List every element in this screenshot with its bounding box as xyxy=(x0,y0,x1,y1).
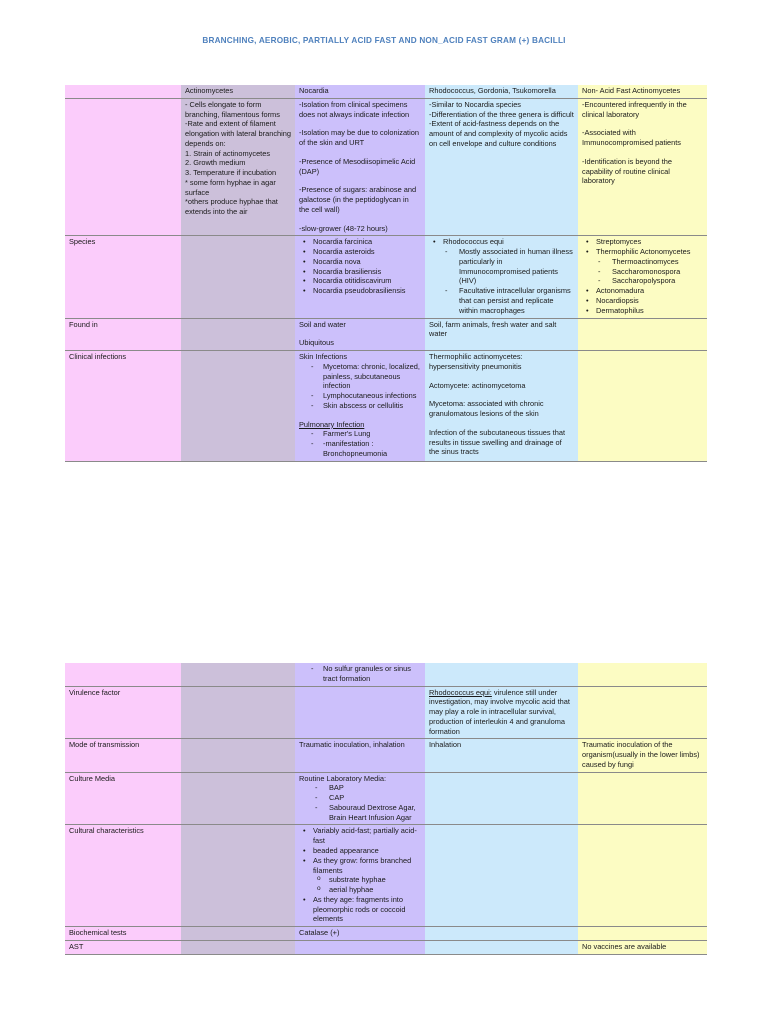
actino-line-6: * some form hyphae in agar surface xyxy=(185,177,276,197)
cultural-nonacid-cell xyxy=(578,825,707,927)
list-item: • Streptomyces xyxy=(582,237,703,247)
transmission-nocardia-cell: Traumatic inoculation, inhalation xyxy=(295,739,425,772)
list-item: • Nocardia nova xyxy=(299,257,421,267)
biochem-nocardia-cell: Catalase (+) xyxy=(295,927,425,941)
biochem-actinomycetes-cell xyxy=(181,927,295,941)
culture-media-row xyxy=(65,772,707,825)
header-nocardia: Nocardia xyxy=(295,85,425,98)
document-title: BRANCHING, AEROBIC, PARTIALLY ACID FAST AND NON_ACID FAST GRAM (+) BACILLI xyxy=(202,36,566,45)
species-nonacid-cell xyxy=(578,236,707,318)
list-item: - No sulfur granules or sinus tract formation xyxy=(299,664,421,684)
found-in-nonacid-cell xyxy=(578,318,707,351)
general-actinomycetes-cell xyxy=(181,98,295,236)
species-rhodococcus-cell xyxy=(425,236,578,318)
list-item: • Rhodococcus equi xyxy=(429,237,574,247)
nonacid-line-2: -Associated with Immunocompromised patients xyxy=(582,128,681,148)
virulence-rhodo-text: virulence still under investigation, may involve mycolic acid that may play a role in intracellular survival, production of interleukin 4 and granuloma formation xyxy=(429,687,570,736)
list-item: - Facultative intracellular organisms that can persist and replicate within macrophages xyxy=(429,286,574,315)
found-in-rhodococcus-cell: Soil, farm animals, fresh water and salt water xyxy=(425,318,578,351)
nocardia-gap-1 xyxy=(299,119,421,128)
list-item: - BAP xyxy=(299,783,421,793)
virulence-nonacid-cell xyxy=(578,686,707,739)
ast-label: AST xyxy=(65,940,181,954)
clinical-rhodo-gap-1 xyxy=(429,372,574,381)
list-item: - Mostly associated in human illness particularly in Immunocompromised patients (HIV) xyxy=(429,247,574,286)
clinical-nocardia-cell xyxy=(295,351,425,462)
list-item: • Thermophilic Actonomycetes xyxy=(582,247,703,257)
continued-list xyxy=(299,664,421,684)
header-row xyxy=(65,85,707,98)
culture-media-rhodococcus-cell xyxy=(425,772,578,825)
comparison-table-part-1 xyxy=(65,85,707,462)
transmission-rhodococcus-cell: Inhalation xyxy=(425,739,578,772)
list-item: • Nocardiopsis xyxy=(582,296,703,306)
nocardia-species-list xyxy=(299,237,421,296)
species-nocardia-cell xyxy=(295,236,425,318)
continued-row xyxy=(65,663,707,686)
comparison-table-part-2 xyxy=(65,663,707,955)
virulence-actinomycetes-cell xyxy=(181,686,295,739)
transmission-label: Mode of transmission xyxy=(65,739,181,772)
header-cell-empty xyxy=(65,85,181,98)
cultural-row xyxy=(65,825,707,927)
actino-line-1: - Cells elongate to form branching, filamentous forms xyxy=(185,99,280,119)
general-nocardia-cell xyxy=(295,98,425,236)
list-item: - -manifestation : Bronchopneumonia xyxy=(299,439,421,459)
actino-line-3: 1. Strain of actinomycetes xyxy=(185,148,271,158)
list-item: - Farmer's Lung xyxy=(299,429,421,439)
skin-infections-heading: Skin Infections xyxy=(299,352,348,362)
general-rhodococcus-cell xyxy=(425,98,578,236)
virulence-rhodo-heading: Rhodococcus equi: xyxy=(429,687,492,697)
species-actinomycetes-cell xyxy=(181,236,295,318)
biochem-rhodococcus-cell xyxy=(425,927,578,941)
ast-rhodococcus-cell xyxy=(425,940,578,954)
cultural-label: Cultural characteristics xyxy=(65,825,181,927)
clinical-row xyxy=(65,351,707,462)
clinical-rhodo-line-1: Thermophilic actinomycetes: hypersensitivity pneumonitis xyxy=(429,352,523,371)
nocardia-line-5: -slow-grower (48-72 hours) xyxy=(299,223,388,233)
cultural-rhodococcus-cell xyxy=(425,825,578,927)
virulence-label: Virulence factor xyxy=(65,686,181,739)
list-item: • Actonomadura xyxy=(582,286,703,296)
virulence-row xyxy=(65,686,707,739)
actino-line-4: 2. Growth medium xyxy=(185,158,246,168)
clinical-rhodo-line-2: Actomycete: actinomycetoma xyxy=(429,380,526,390)
continued-nocardia-cell xyxy=(295,663,425,686)
list-item: • beaded appearance xyxy=(299,846,421,856)
nocardia-gap-3 xyxy=(299,176,421,185)
clinical-rhodo-line-3: Mycetoma: associated with chronic granulomatous lesions of the skin xyxy=(429,399,544,419)
clinical-actinomycetes-cell xyxy=(181,351,295,462)
biochem-label: Biochemical tests xyxy=(65,927,181,941)
ast-nocardia-cell xyxy=(295,940,425,954)
skin-infections-list xyxy=(299,362,421,411)
nocardia-line-2: -Isolation may be due to colonization of the skin and URT xyxy=(299,128,419,148)
found-in-gap xyxy=(299,329,421,338)
continued-nonacid-cell xyxy=(578,663,707,686)
continued-label-cell xyxy=(65,663,181,686)
biochem-nonacid-cell xyxy=(578,927,707,941)
header-nonacid: Non- Acid Fast Actinomycetes xyxy=(578,85,707,98)
clinical-nonacid-cell xyxy=(578,351,707,462)
nonacid-gap-2 xyxy=(582,148,703,157)
clinical-rhodo-gap-3 xyxy=(429,419,574,428)
actino-line-2: -Rate and extent of filament elongation with lateral branching depends on: xyxy=(185,119,292,148)
cultural-list xyxy=(299,826,421,924)
culture-media-actinomycetes-cell xyxy=(181,772,295,825)
general-row xyxy=(65,98,707,236)
nonacid-gap-1 xyxy=(582,119,703,128)
pulmonary-infection-heading: Pulmonary Infection xyxy=(299,419,365,429)
list-item: • As they age: fragments into pleomorphic rods or coccoid elements xyxy=(299,895,421,924)
list-item: - Skin abscess or cellulitis xyxy=(299,401,421,411)
cultural-actinomycetes-cell xyxy=(181,825,295,927)
nocardia-gap-2 xyxy=(299,148,421,157)
actino-line-5: 3. Temperature if incubation xyxy=(185,168,277,178)
list-item: • Nocardia asteroids xyxy=(299,247,421,257)
general-nonacid-cell xyxy=(578,98,707,236)
culture-media-list xyxy=(299,783,421,822)
rhodococcus-species-list xyxy=(429,237,574,315)
nocardia-line-4: -Presence of sugars: arabinose and galactose (in the peptidoglycan in the cell wall) xyxy=(299,185,417,214)
clinical-rhodococcus-cell xyxy=(425,351,578,462)
found-in-label: Found in xyxy=(65,318,181,351)
culture-media-heading: Routine Laboratory Media: xyxy=(299,773,387,783)
species-label: Species xyxy=(65,236,181,318)
culture-media-nocardia-cell xyxy=(295,772,425,825)
list-item: • Nocardia pseudobrasiliensis xyxy=(299,286,421,296)
list-item: • Nocardia brasiliensis xyxy=(299,267,421,277)
ast-nonacid-cell: No vaccines are available xyxy=(578,940,707,954)
list-item: - Saccharomonospora xyxy=(582,267,703,277)
list-item: - CAP xyxy=(299,793,421,803)
header-rhodococcus: Rhodococcus, Gordonia, Tsukomorella xyxy=(425,85,578,98)
rhodo-line-2: -Differentiation of the three genera is difficult xyxy=(429,109,574,119)
list-item: - Mycetoma: chronic, localized, painless, subcutaneous infection xyxy=(299,362,421,391)
list-item: • Dermatophilus xyxy=(582,306,703,316)
list-item: - Lymphocutaneous infections xyxy=(299,391,421,401)
list-item: • Nocardia otitidiscavirum xyxy=(299,276,421,286)
ast-row xyxy=(65,940,707,954)
pulmonary-infections-list xyxy=(299,429,421,458)
culture-media-nonacid-cell xyxy=(578,772,707,825)
list-item: • As they grow: forms branched filaments xyxy=(299,856,421,876)
continued-actinomycetes-cell xyxy=(181,663,295,686)
found-in-nocardia-line-2: Ubiquitous xyxy=(299,338,334,348)
list-item: • Variably acid-fast; partially acid-fast xyxy=(299,826,421,846)
virulence-rhodococcus-cell xyxy=(425,686,578,739)
ast-actinomycetes-cell xyxy=(181,940,295,954)
transmission-row xyxy=(65,739,707,772)
list-item: • Nocardia farcinica xyxy=(299,237,421,247)
nonacid-line-1: -Encountered infrequently in the clinical laboratory xyxy=(582,99,687,119)
nocardia-line-3: -Presence of Mesodiisopimelic Acid (DAP) xyxy=(299,156,416,176)
cultural-nocardia-cell xyxy=(295,825,425,927)
general-label-cell xyxy=(65,98,181,236)
clinical-gap xyxy=(299,411,421,420)
virulence-nocardia-cell xyxy=(295,686,425,739)
rhodo-line-1: -Similar to Nocardia species xyxy=(429,99,522,109)
list-item: - Sabouraud Dextrose Agar, Brain Heart Infusion Agar xyxy=(299,803,421,823)
found-in-nocardia-cell xyxy=(295,318,425,351)
clinical-rhodo-line-4: Infection of the subcutaneous tissues that results in tissue swelling and drainage of the sinus tracts xyxy=(429,427,565,457)
header-actinomycetes: Actinomycetes xyxy=(181,85,295,98)
biochem-row xyxy=(65,927,707,941)
transmission-actinomycetes-cell xyxy=(181,739,295,772)
list-item: o aerial hyphae xyxy=(299,885,421,895)
nonacid-species-list xyxy=(582,237,703,315)
clinical-rhodo-gap-2 xyxy=(429,390,574,399)
nocardia-line-1: -Isolation from clinical specimens does not always indicate infection xyxy=(299,99,410,119)
found-in-actinomycetes-cell xyxy=(181,318,295,351)
list-item: - Saccharopolyspora xyxy=(582,276,703,286)
actino-line-7: *others produce hyphae that extends into the air xyxy=(185,197,278,217)
clinical-label: Clinical infections xyxy=(65,351,181,462)
transmission-nonacid-cell: Traumatic inoculation of the organism(usually in the lower limbs) caused by fungi xyxy=(578,739,707,772)
nonacid-line-3: -Identification is beyond the capability of routine clinical laboratory xyxy=(582,156,672,186)
rhodo-line-3: -Extent of acid-fastness depends on the amount of and complexity of mycolic acids on cell envelope and culture conditions xyxy=(429,119,568,148)
found-in-row xyxy=(65,318,707,351)
continued-rhodococcus-cell xyxy=(425,663,578,686)
culture-media-label: Culture Media xyxy=(65,772,181,825)
species-row xyxy=(65,236,707,318)
nocardia-gap-4 xyxy=(299,215,421,224)
list-item: - Thermoactinomyces xyxy=(582,257,703,267)
list-item: o substrate hyphae xyxy=(299,875,421,885)
found-in-nocardia-line-1: Soil and water xyxy=(299,319,346,329)
